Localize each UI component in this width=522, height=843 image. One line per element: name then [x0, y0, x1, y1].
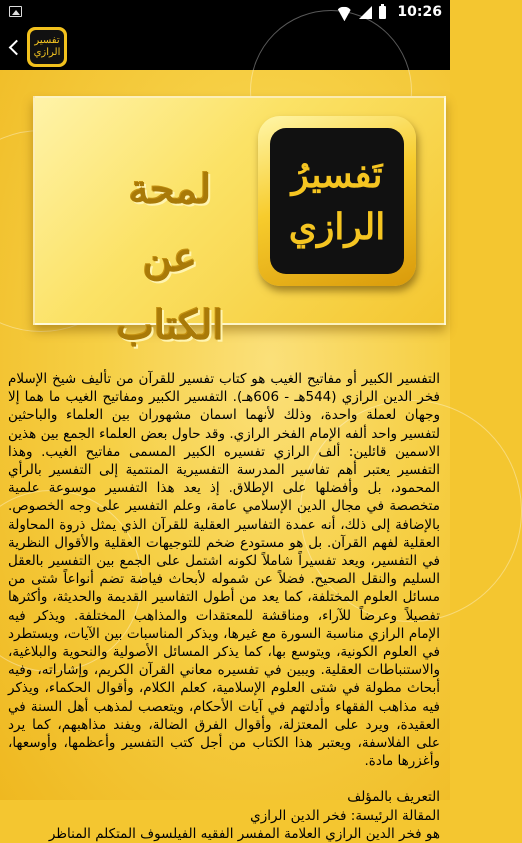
banner-logo-line1: تَفسيرُ — [291, 154, 383, 196]
content-scroll-area[interactable] — [0, 70, 450, 842]
section-heading: التعريف بالمؤلف — [347, 789, 440, 806]
banner-logo-line2: الرازي — [288, 206, 386, 248]
main-article-line: المقالة الرئيسة: فخر الدين الرازي — [250, 807, 440, 824]
article-paragraph: التفسير الكبير أو مفاتيح الغيب هو كتاب تفسير للقرآن من تأليف شيخ الإسلام فخر الدين الرازي (544هـ - 606هـ). التفسير الكبير ومفاتيح الغيب ما هما إلا وجهان لعملة واحدة، وذلك لأنهما اسمان مشهوران بين العلماء والباحثين لتفسير واحد ألفه الإمام الفخر الرازي. وقد حاول بعض العلماء الجمع بين هذين الاسمين قائلين: ألف الرازي تفسيره الكبير المسمى مفاتيح الغيب. وهذا التفسير يعتبر أهم تفاسير المدرسة التفسيرية المنتمية إلى التفسير بالرأي المحمود، بل وأفضلها على الإطلاق. إذ يعد هذا التفسير موسوعة علمية متخصصة في مجال الدين الإسلامي عامة، وعلم التفسير على وجه الخصوص. بالإضافة إلى ذلك، أنه عمدة التفاسير العقلية للقرآن الذي يمثل ذروة المحاولة العقلية لفهم القرآن. بل هو مستودع ضخم للتوجيهات العقلية والأقوال النظرية في التفسير، ويعد تفسيراً شاملاً لكونه اشتمل على الجمع بين التفسير بالعقل السليم والنقل الصحيح. فضلاً عن شموله لأبحاث فياضة تضم أنواعاً شتى من مسائل العلوم المختلفة، كما يعد من أطول التفاسير القديمة والحديثة، وأكثرها تفصيلاً وعرضاً للآراء، ومناقشة للمعتقدات والمذاهب المختلفة. ويذكر فيه الإمام الرازي مناسبة السورة مع غيرها، ويذكر المناسبات بين الآيات، ويستطرد في العلوم الكونية، ويتوسع بها، كما يذكر المسائل الأصولية والنحوية والبلاغية، والاستنباطات العقلية. ويبين في تفسيره معاني القرآن الكريم، وإشاراته، وفيه أبحاث مطولة في شتى العلوم الإسلامية، كعلم الكلام، وأقوال الحكماء، ويذكر فيه مذاهب الفقهاء وأدلتهم في آيات الأحكام، ويتعصب لمذهب أهل السنة في العقيدة، ويرد على المعتزلة، وأقوال الفرق الضالة، ويفند مذاهبهم، كما يرد على الفلاسفة، ويعتبر هذا الكتاب من أجل كتب التفسير وأعظمها، وأوسعها، وأغزرها مادة. — [8, 371, 440, 770]
banner-title — [95, 156, 245, 360]
article-next-line: هو فخر الدين الرازي العلامة المفسر الفقيه الفيلسوف المتكلم المناظر — [48, 825, 440, 842]
back-button[interactable] — [4, 33, 24, 61]
banner-logo — [258, 116, 416, 286]
status-time: 10:26 — [397, 4, 442, 20]
banner-title-line2: الكتاب — [116, 302, 224, 349]
header-banner — [33, 96, 446, 349]
status-bar — [0, 0, 450, 24]
battery-icon — [379, 6, 386, 19]
app-logo — [27, 27, 67, 67]
chevron-left-icon — [8, 39, 24, 55]
app-logo-line1: تفسير — [34, 35, 60, 46]
banner-title-line1: لمحة عن — [128, 166, 212, 281]
app-logo-line2: الرازي — [33, 47, 61, 58]
image-notification-icon — [9, 6, 22, 17]
article-body — [8, 370, 440, 843]
